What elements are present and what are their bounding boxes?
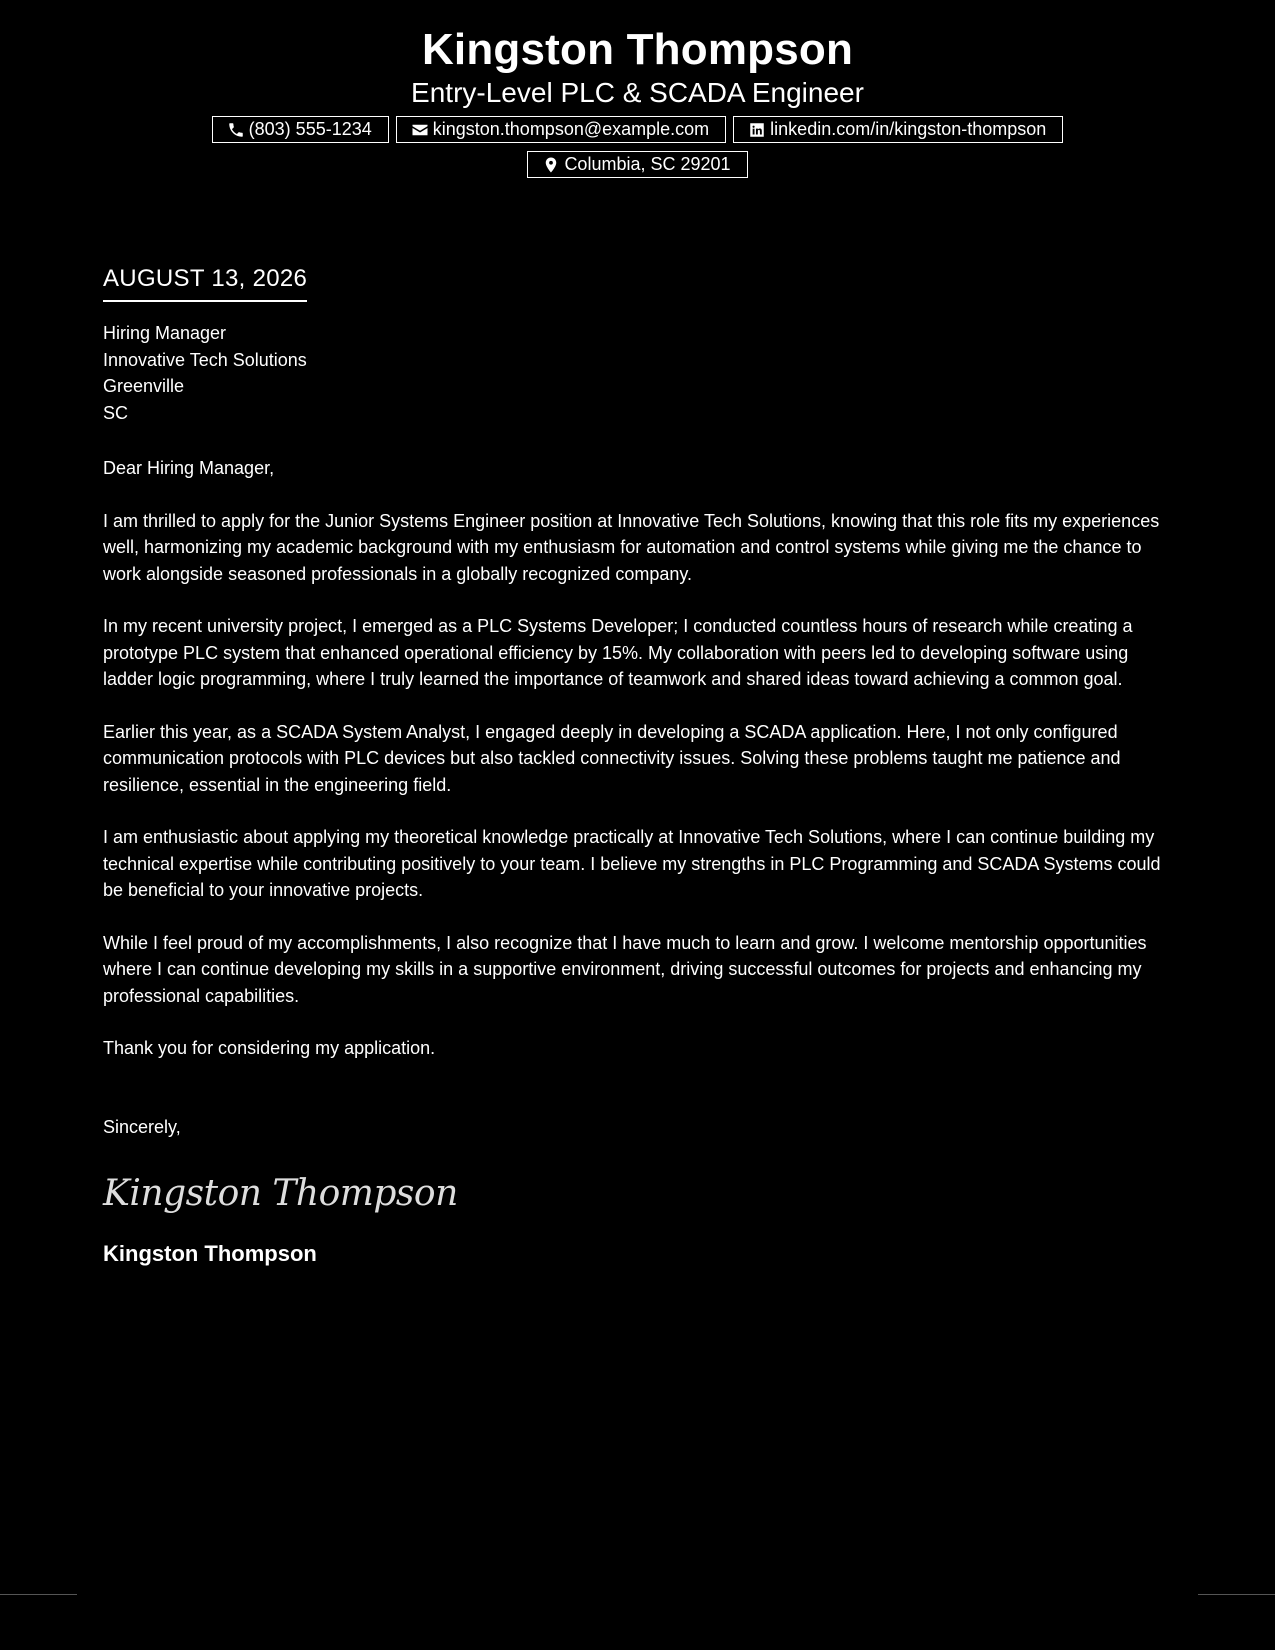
salutation: Dear Hiring Manager, xyxy=(103,458,275,478)
recipient-city: Greenville xyxy=(103,376,185,396)
paragraph: I am thrilled to apply for the Junior Systems Engineer position at Innovative Tech Solutions, knowing that this role fits my experiences well, harmonizing my academic background with my enthusiasm for automation and control systems while giving me the chance to work alongside seasoned professionals in a globally recognized company. xyxy=(103,510,1160,584)
contact-phone-text: (803) 555-1234 xyxy=(248,119,372,139)
closing: Sincerely, xyxy=(103,1116,181,1137)
paragraph: While I feel proud of my accomplishments, I also recognize that I have much to learn and grow. I welcome mentorship opportunities where I can continue developing my skills in a supportive environment, driving successful outcomes for projects and enhancing my professional capabilities. xyxy=(103,932,1147,1006)
paragraph: In my recent university project, I emerged as a PLC Systems Developer; I conducted countless hours of research while creating a prototype PLC system that enhanced operational efficiency by 15%. My collaboration with peers led to developing software using ladder logic programming, where I truly learned the importance of teamwork and shared ideas toward achieving a common goal. xyxy=(103,616,1133,689)
contact-email[interactable] xyxy=(396,116,726,143)
letter-date: AUGUST 13, 2026 xyxy=(103,264,307,302)
letter-header xyxy=(0,0,1275,178)
handwritten-signature: Kingston Thompson xyxy=(103,1173,458,1214)
recipient-company: Innovative Tech Solutions xyxy=(103,349,307,370)
page-edge-divider-left xyxy=(0,1594,77,1595)
page-edge-divider-right xyxy=(1198,1594,1275,1595)
contact-phone[interactable] xyxy=(212,116,389,143)
paragraph: Thank you for considering my application. xyxy=(103,1038,436,1058)
applicant-name: Kingston Thompson xyxy=(421,25,854,74)
linkedin-icon xyxy=(748,121,766,139)
contact-linkedin-text: linkedin.com/in/kingston-thompson xyxy=(770,119,1047,139)
paragraph: I am enthusiastic about applying my theoretical knowledge practically at Innovative Tech Solutions, where I can continue building my technical expertise while contributing positively to your team. I believe my strengths in PLC Programming and SCADA Systems could be beneficial to your innovative projects. xyxy=(103,827,1161,900)
contact-location[interactable] xyxy=(527,151,747,178)
envelope-icon xyxy=(411,121,429,139)
contact-email-text: kingston.thompson@example.com xyxy=(432,119,710,139)
applicant-title: Entry-Level PLC & SCADA Engineer xyxy=(411,77,864,108)
contact-location-text: Columbia, SC 29201 xyxy=(564,154,731,174)
contact-linkedin[interactable] xyxy=(733,116,1063,143)
signer-name: Kingston Thompson xyxy=(103,1241,317,1266)
paragraph: Earlier this year, as a SCADA System Analyst, I engaged deeply in developing a SCADA application. Here, I not only configured communication protocols with PLC devices but also tackled connectivity issues. Solving these problems taught me patience and resilience, essential in the engineering field. xyxy=(103,721,1121,795)
recipient-state: SC xyxy=(103,402,129,423)
recipient-block xyxy=(103,320,1173,426)
map-marker-icon xyxy=(542,156,560,174)
letter-body xyxy=(103,264,1173,1268)
phone-icon xyxy=(227,121,245,139)
contact-list xyxy=(158,116,1118,178)
recipient-title: Hiring Manager xyxy=(103,323,227,343)
